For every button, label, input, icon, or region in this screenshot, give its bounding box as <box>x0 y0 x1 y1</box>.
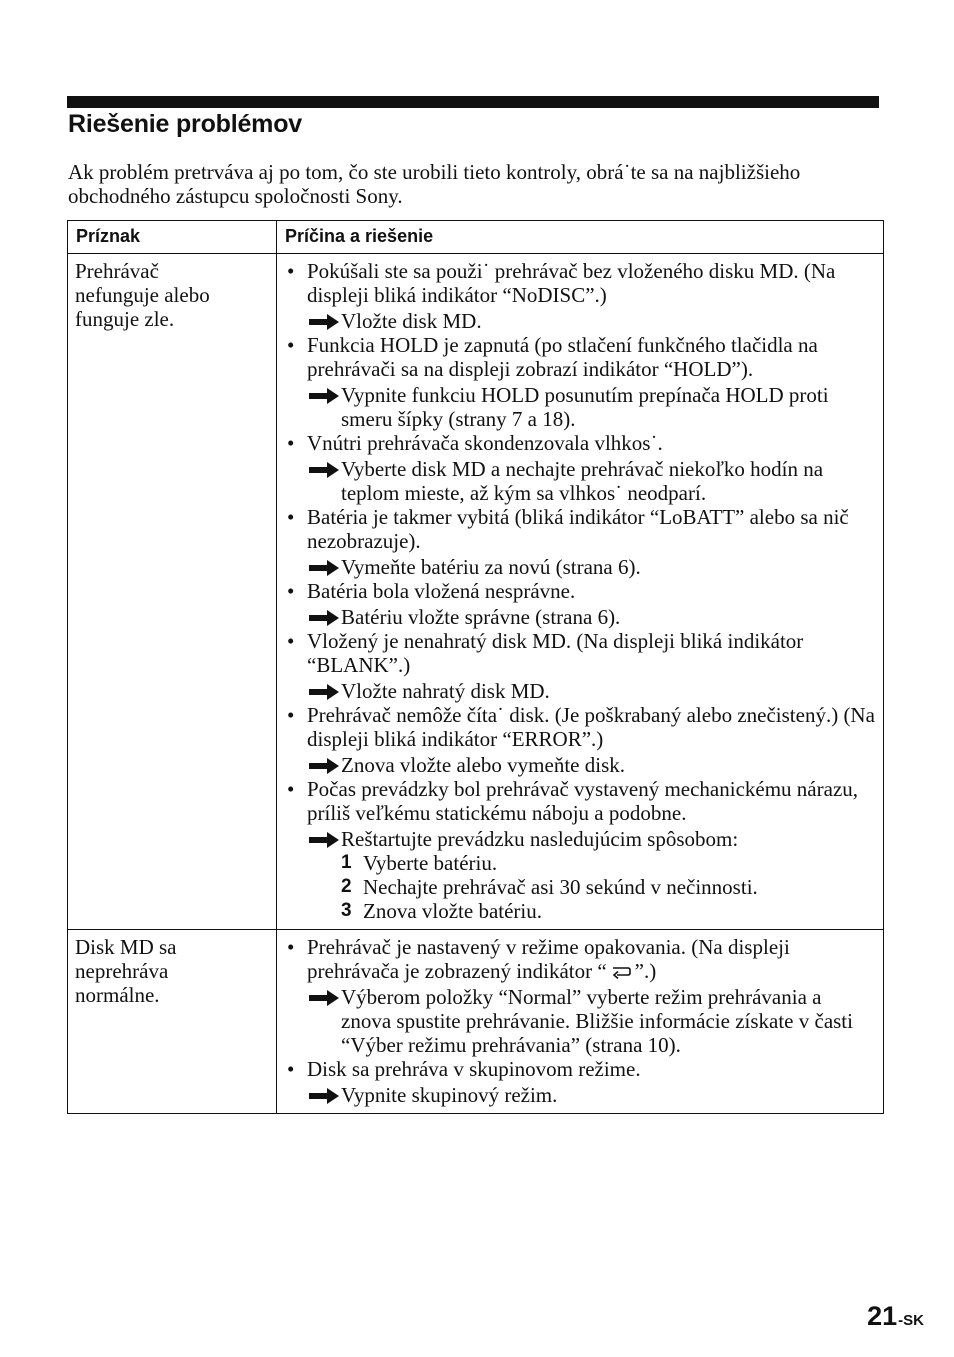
remedy-text: Vymeňte batériu za novú (strana 6). <box>341 555 641 579</box>
right-arrow-icon <box>307 1086 341 1106</box>
step-text: Nechajte prehrávač asi 30 sekúnd v nečinnosti. <box>363 875 758 899</box>
table-row <box>68 930 884 1114</box>
cause-text: Vnútri prehrávača skondenzovala vlhkos˙. <box>307 431 663 455</box>
cause-text: Počas prevádzky bol prehrávač vystavený mechanickému nárazu, príliš veľkému statickému náboju a podobne. <box>307 777 859 825</box>
table-header-row <box>68 221 884 254</box>
right-arrow-icon <box>307 756 341 776</box>
remedy-item <box>285 985 875 1057</box>
cause-text-after-icon: ”.) <box>634 959 657 983</box>
right-arrow-icon <box>307 830 341 850</box>
step-item <box>341 899 875 923</box>
step-item <box>341 875 875 899</box>
bullet-icon: • <box>287 333 295 357</box>
bullet-icon: • <box>287 629 295 653</box>
cause-item <box>285 935 875 983</box>
right-arrow-icon <box>307 558 341 578</box>
bullet-icon: • <box>287 1057 295 1081</box>
cause-text: Vložený je nenahratý disk MD. (Na displeji bliká indikátor “BLANK”.) <box>307 629 804 677</box>
remedy-item <box>285 679 875 703</box>
remedy-item <box>285 827 875 851</box>
step-number: 2 <box>341 876 352 897</box>
right-arrow-icon <box>307 988 341 1008</box>
troubleshooting-table <box>67 220 884 1114</box>
remedy-text: Vypnite skupinový režim. <box>341 1083 558 1107</box>
cause-text: Prehrávač nemôže číta˙ disk. (Je poškrabaný alebo znečistený.) (Na displeji bliká indikátor “ERROR”.) <box>307 703 875 751</box>
symptom-cell <box>68 254 277 930</box>
cause-item <box>285 431 875 455</box>
step-item <box>341 851 875 875</box>
cause-text: Pokúšali ste sa použi˙ prehrávač bez vloženého disku MD. (Na displeji bliká indikátor “NoDISC”.) <box>307 259 836 307</box>
header-rule <box>67 96 879 108</box>
remedy-item <box>285 457 875 505</box>
remedy-item <box>285 605 875 629</box>
table-row <box>68 254 884 930</box>
remedy-item <box>285 753 875 777</box>
page-language-suffix: -SK <box>898 1312 924 1329</box>
bullet-icon: • <box>287 259 295 283</box>
bullet-icon: • <box>287 431 295 455</box>
restart-steps <box>285 851 875 923</box>
remedy-item <box>285 555 875 579</box>
cause-text: Batéria bola vložená nesprávne. <box>307 579 576 603</box>
cause-solution-cell <box>277 930 884 1114</box>
cause-item <box>285 1057 875 1081</box>
cause-item <box>285 505 875 553</box>
remedy-text: Batériu vložte správne (strana 6). <box>341 605 621 629</box>
cause-solution-cell <box>277 254 884 930</box>
step-number: 1 <box>341 852 352 873</box>
bullet-icon: • <box>287 703 295 727</box>
cause-item <box>285 333 875 381</box>
cause-text: Disk sa prehráva v skupinovom režime. <box>307 1057 641 1081</box>
bullet-icon: • <box>287 579 295 603</box>
column-header-symptom: Príznak <box>68 221 277 254</box>
section-title: Riešenie problémov <box>68 110 302 138</box>
remedy-text: Vyberte disk MD a nechajte prehrávač niekoľko hodín na teplom mieste, až kým sa vlhkos˙ neodparí. <box>341 457 824 505</box>
cause-item <box>285 629 875 677</box>
bullet-icon: • <box>287 777 295 801</box>
page-number <box>867 1301 924 1332</box>
repeat-icon <box>609 965 633 979</box>
right-arrow-icon <box>307 386 341 406</box>
cause-item <box>285 777 875 825</box>
remedy-text: Výberom položky “Normal” vyberte režim prehrávania a znova spustite prehrávanie. Bližšie informácie získate v časti “Výber režimu prehrávania” (strana 10). <box>341 985 853 1057</box>
step-number: 3 <box>341 900 352 921</box>
cause-text-before-icon: Prehrávač je nastavený v režime opakovania. (Na displeji prehrávača je zobrazený indikátor “ <box>307 935 790 983</box>
step-text: Znova vložte batériu. <box>363 899 543 923</box>
remedy-item <box>285 309 875 333</box>
remedy-item <box>285 383 875 431</box>
cause-item <box>285 579 875 603</box>
right-arrow-icon <box>307 312 341 332</box>
right-arrow-icon <box>307 460 341 480</box>
cause-text: Batéria je takmer vybitá (bliká indikátor “LoBATT” alebo sa nič nezobrazuje). <box>307 505 849 553</box>
remedy-text: Vypnite funkciu HOLD posunutím prepínača HOLD proti smeru šípky (strany 7 a 18). <box>341 383 829 431</box>
remedy-text: Reštartujte prevádzku nasledujúcim spôsobom: <box>341 827 739 851</box>
remedy-text: Vložte nahratý disk MD. <box>341 679 550 703</box>
bullet-icon: • <box>287 935 295 959</box>
symptom-cell <box>68 930 277 1114</box>
symptom-text: Prehrávač nefunguje alebo funguje zle. <box>75 259 210 331</box>
step-text: Vyberte batériu. <box>363 851 498 875</box>
bullet-icon: • <box>287 505 295 529</box>
remedy-text: Vložte disk MD. <box>341 309 482 333</box>
page-number-value: 21 <box>867 1301 898 1331</box>
symptom-text: Disk MD sa neprehráva normálne. <box>75 935 177 1007</box>
remedy-text: Znova vložte alebo vymeňte disk. <box>341 753 626 777</box>
cause-item <box>285 703 875 751</box>
right-arrow-icon <box>307 682 341 702</box>
cause-item <box>285 259 875 307</box>
intro-paragraph: Ak problém pretrváva aj po tom, čo ste urobili tieto kontroly, obrá˙te sa na najbližšieho obchodného zástupcu spoločnosti Sony. <box>68 160 801 208</box>
cause-text: Funkcia HOLD je zapnutá (po stlačení funkčného tlačidla na prehrávači sa na displeji zobrazí indikátor “HOLD”). <box>307 333 818 381</box>
right-arrow-icon <box>307 608 341 628</box>
column-header-cause-solution: Príčina a riešenie <box>277 221 884 254</box>
remedy-item <box>285 1083 875 1107</box>
